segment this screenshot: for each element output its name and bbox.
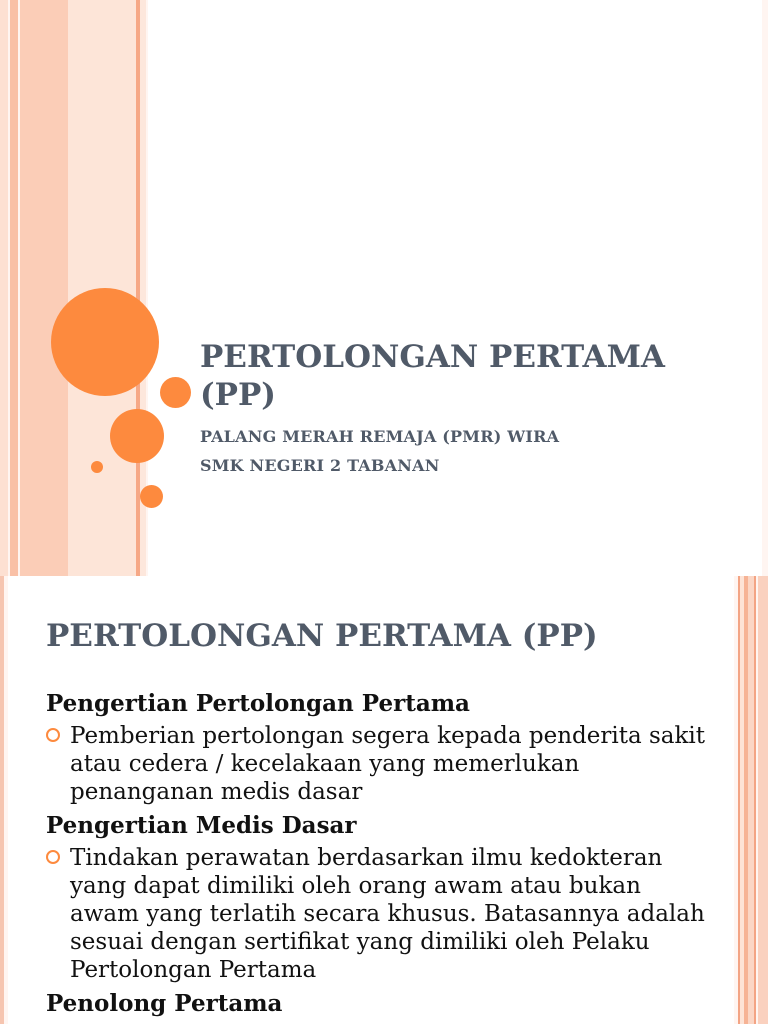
decor-stripe xyxy=(10,0,18,576)
bullet-item xyxy=(46,844,706,984)
decor-stripe xyxy=(0,0,8,576)
bullet-circle-icon xyxy=(46,850,60,864)
bullet-item xyxy=(46,722,706,806)
decor-stripe xyxy=(748,576,754,1024)
decor-circle-small xyxy=(140,485,163,508)
decor-circle-tiny xyxy=(91,461,103,473)
decor-circle-small xyxy=(160,377,191,408)
bullet-circle-icon xyxy=(46,728,60,742)
slide-title-line2: (PP) xyxy=(200,377,276,413)
decor-circle-medium xyxy=(110,409,164,463)
decor-stripe xyxy=(744,576,748,1024)
slide-title xyxy=(200,338,700,414)
section-heading: Penolong Pertama xyxy=(46,990,283,1017)
bullet-text: Tindakan perawatan berdasarkan ilmu kedokteran yang dapat dimiliki oleh orang awam atau bukan awam yang terlatih secara khusus. Batasannya adalah sesuai dengan sertifikat yang dimiliki oleh Pelaku Pertolongan Pertama xyxy=(70,845,705,983)
title-slide-panel xyxy=(148,0,762,576)
content-slide-title: PERTOLONGAN PERTAMA (PP) xyxy=(46,618,598,654)
decor-stripe xyxy=(754,576,756,1024)
bullet-text: Pemberian pertolongan segera kepada penderita sakit atau cedera / kecelakaan yang memerlukan penanganan medis dasar xyxy=(70,723,706,805)
section-heading: Pengertian Pertolongan Pertama xyxy=(46,690,470,717)
slide-title-line1: PERTOLONGAN PERTAMA xyxy=(200,339,665,375)
section-heading: Pengertian Medis Dasar xyxy=(46,812,357,839)
decor-circle-large xyxy=(51,288,159,396)
content-body xyxy=(46,690,706,1022)
decor-stripe xyxy=(758,576,768,1024)
decor-stripe xyxy=(20,0,68,576)
decor-stripe xyxy=(738,576,740,1024)
slide-subtitle-school: SMK NEGERI 2 TABANAN xyxy=(200,456,440,475)
slide-subtitle-organization: PALANG MERAH REMAJA (PMR) WIRA xyxy=(200,427,560,446)
decor-stripe xyxy=(740,576,744,1024)
decor-stripe xyxy=(0,576,4,1024)
